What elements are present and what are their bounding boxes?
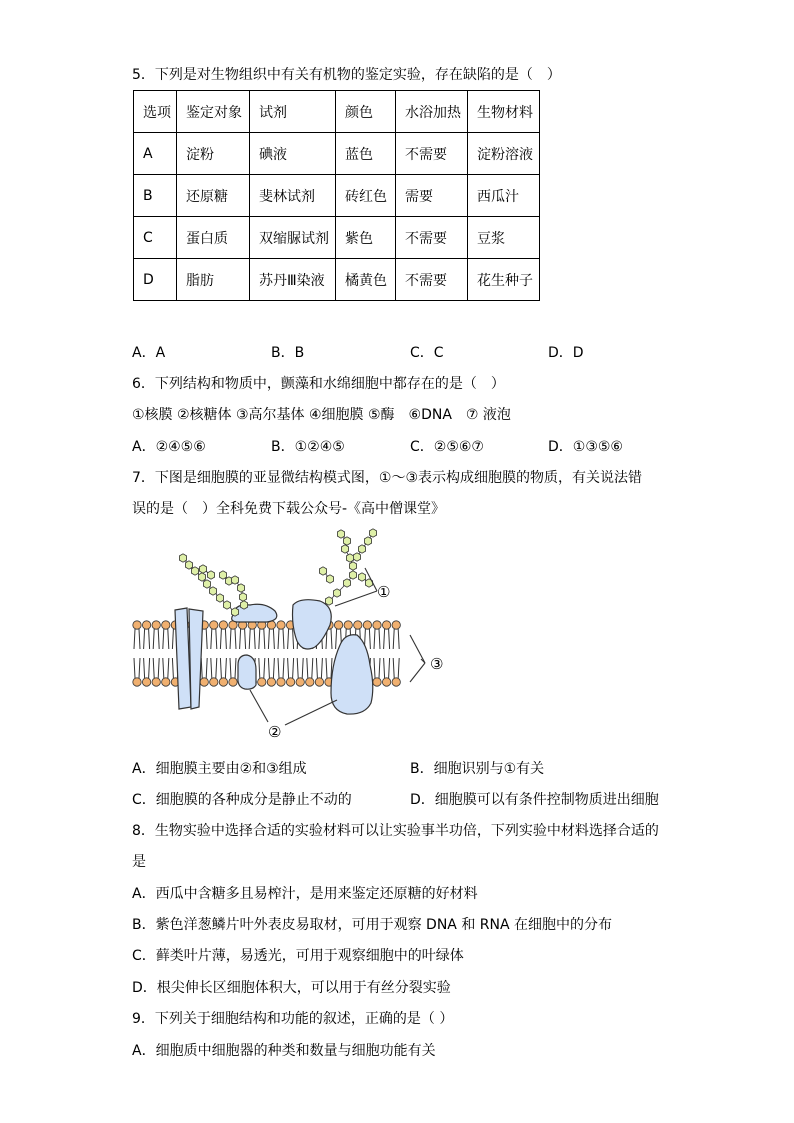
- lipid-head: [382, 621, 390, 629]
- lipid-tail: [278, 629, 279, 649]
- lipid-tail: [245, 629, 246, 649]
- sugar-unit: [326, 575, 333, 583]
- q7-option-d[interactable]: D．细胞膜可以有条件控制物质进出细胞: [410, 792, 659, 808]
- lipid-tail: [288, 658, 289, 678]
- pointer-line: [410, 663, 425, 682]
- lipid-head: [162, 678, 170, 686]
- table-cell: 砖红色: [336, 175, 396, 217]
- lipid-tail: [259, 629, 260, 649]
- sugar-unit: [369, 529, 376, 537]
- lipid-tail: [149, 658, 150, 678]
- lipid-tail: [139, 629, 140, 649]
- lipid-tail: [163, 629, 164, 649]
- sugar-unit: [349, 562, 356, 570]
- lipid-tail: [134, 629, 135, 649]
- sugar-unit: [353, 553, 360, 561]
- sugar-unit: [198, 573, 205, 581]
- q6-option-a[interactable]: A．②④⑤⑥: [132, 439, 206, 455]
- lipid-tail: [369, 629, 370, 649]
- lipid-tail: [297, 658, 298, 678]
- lipid-tail: [172, 658, 173, 678]
- lipid-head: [210, 678, 218, 686]
- lipid-tail: [139, 658, 140, 678]
- lipid-head: [152, 678, 160, 686]
- lipid-tail: [211, 658, 212, 678]
- pointer-line: [410, 635, 425, 663]
- lipid-head: [133, 678, 141, 686]
- pointer-line: [365, 568, 377, 591]
- lipid-tail: [206, 629, 207, 649]
- lipid-head: [200, 678, 208, 686]
- q7-stem-line1: 7．下图是细胞膜的亚显微结构模式图，①～③表示构成细胞膜的物质，有关说法错: [132, 470, 643, 486]
- lipid-tail: [153, 629, 154, 649]
- lipid-tail: [220, 629, 221, 649]
- sugar-unit: [207, 571, 214, 579]
- table-cell: D: [134, 259, 177, 301]
- lipid-tail: [144, 629, 145, 649]
- table-cell: 不需要: [396, 217, 468, 259]
- lipid-tail: [153, 658, 154, 678]
- lipid-tail: [235, 658, 236, 678]
- table-row: [134, 217, 540, 259]
- table-cell: 花生种子: [468, 259, 540, 301]
- q8-option-c[interactable]: C．藓类叶片薄，易透光，可用于观察细胞中的叶绿体: [132, 948, 464, 964]
- lipid-tail: [216, 658, 217, 678]
- lipid-tail: [163, 658, 164, 678]
- lipid-tail: [283, 658, 284, 678]
- q7-option-c[interactable]: C．细胞膜的各种成分是静止不动的: [132, 792, 352, 808]
- q6-option-b[interactable]: B．①②④⑤: [271, 439, 345, 455]
- sugar-unit: [364, 537, 371, 545]
- sugar-unit: [179, 554, 186, 562]
- label-sugar-chain: ①: [377, 583, 391, 601]
- lipid-tail: [379, 658, 380, 678]
- sugar-unit: [219, 571, 226, 579]
- lipid-tail: [235, 629, 236, 649]
- table-cell: 不需要: [396, 133, 468, 175]
- pointer-line: [285, 700, 337, 725]
- q7-stem-line2: 误的是（ ）全科免费下载公众号-《高中僧课堂》: [132, 501, 446, 517]
- lipid-head: [286, 678, 294, 686]
- q8-option-b[interactable]: B．紫色洋葱鳞片叶外表皮易取材，可用于观察 DNA 和 RNA 在细胞中的分布: [132, 917, 613, 933]
- lipid-tail: [374, 658, 375, 678]
- lipid-tail: [293, 629, 294, 649]
- lipid-tail: [216, 629, 217, 649]
- sugar-unit: [343, 579, 350, 587]
- sugar-unit: [239, 593, 246, 601]
- lipid-head: [142, 621, 150, 629]
- q8-stem-line2: 是: [132, 854, 146, 870]
- sugar-unit: [191, 567, 198, 575]
- lipid-head: [277, 678, 285, 686]
- q6-stem: 6．下列结构和物质中，颤藻和水绵细胞中都存在的是（ ）: [132, 376, 505, 392]
- table-cell: 西瓜汁: [468, 175, 540, 217]
- table-cell: 苏丹Ⅲ染液: [250, 259, 336, 301]
- table-cell: 橘黄色: [336, 259, 396, 301]
- lipid-head: [373, 678, 381, 686]
- lipid-tail: [393, 658, 394, 678]
- sugar-unit: [333, 589, 340, 597]
- q5-option-a[interactable]: A．A: [132, 345, 166, 361]
- lipid-head: [392, 678, 400, 686]
- lipid-head: [296, 678, 304, 686]
- lipid-tail: [158, 629, 159, 649]
- lipid-head: [277, 621, 285, 629]
- sugar-unit: [209, 587, 216, 595]
- lipid-tail: [384, 629, 385, 649]
- lipid-tail: [273, 658, 274, 678]
- sugar-unit: [341, 545, 348, 553]
- table-cell: 双缩脲试剂: [250, 217, 336, 259]
- sugar-unit: [358, 545, 365, 553]
- table-header-cell: 鉴定对象: [177, 91, 250, 133]
- lipid-tail: [211, 629, 212, 649]
- table-row: [134, 175, 540, 217]
- lipid-tail: [240, 629, 241, 649]
- lipid-tail: [389, 658, 390, 678]
- lipid-head: [306, 678, 314, 686]
- lipid-tail: [230, 629, 231, 649]
- lipid-tail: [374, 629, 375, 649]
- lipid-tail: [268, 658, 269, 678]
- sugar-unit: [337, 530, 344, 538]
- channel-protein-right: [189, 609, 203, 709]
- lipid-tail: [264, 658, 265, 678]
- lipid-tail: [307, 658, 308, 678]
- label-phospholipid: ③: [430, 655, 444, 673]
- lipid-head: [363, 621, 371, 629]
- lipid-tail: [293, 658, 294, 678]
- label-protein: ②: [268, 723, 282, 741]
- lipid-head: [229, 678, 237, 686]
- lipid-tail: [384, 658, 385, 678]
- sugar-unit: [223, 601, 230, 609]
- sugar-unit: [237, 584, 244, 592]
- lipid-tail: [283, 629, 284, 649]
- lipid-tail: [278, 658, 279, 678]
- lipid-head: [133, 621, 141, 629]
- q9-option-a[interactable]: A．细胞质中细胞器的种类和数量与细胞功能有关: [132, 1043, 436, 1059]
- lipid-tail: [168, 658, 169, 678]
- lipid-tail: [230, 658, 231, 678]
- sugar-unit: [240, 601, 247, 609]
- lipid-tail: [158, 658, 159, 678]
- table-cell: 斐林试剂: [250, 175, 336, 217]
- lipid-head: [219, 621, 227, 629]
- sugar-unit: [216, 594, 223, 602]
- q7-option-b[interactable]: B．细胞识别与①有关: [410, 761, 545, 777]
- sugar-unit: [358, 573, 365, 581]
- sugar-unit: [231, 608, 238, 616]
- sugar-unit: [199, 565, 206, 573]
- table-row: [134, 259, 540, 301]
- sugar-unit: [319, 567, 326, 575]
- table-cell: 淀粉: [177, 133, 250, 175]
- lipid-head: [334, 621, 342, 629]
- sugar-unit: [346, 554, 353, 562]
- lipid-tail: [398, 658, 399, 678]
- q7-option-a[interactable]: A．细胞膜主要由②和③组成: [132, 761, 307, 777]
- lipid-head: [210, 621, 218, 629]
- lipid-tail: [225, 629, 226, 649]
- q8-stem-line1: 8．生物实验中选择合适的实验材料可以让实验事半功倍，下列实验中材料选择合适的: [132, 823, 659, 839]
- lipid-tail: [172, 629, 173, 649]
- lipid-tail: [225, 658, 226, 678]
- lipid-tail: [331, 629, 332, 649]
- lipid-tail: [268, 629, 269, 649]
- table-cell: 蛋白质: [177, 217, 250, 259]
- table-cell: 淀粉溶液: [468, 133, 540, 175]
- lipid-tail: [288, 629, 289, 649]
- q5-option-b[interactable]: B．B: [271, 345, 305, 361]
- q5-option-c[interactable]: C．C: [410, 345, 444, 361]
- proteins: [175, 600, 373, 714]
- table-header-cell: 颜色: [336, 91, 396, 133]
- sugar-unit: [185, 561, 192, 569]
- table-header-row: [134, 91, 540, 133]
- embedded-protein-top: [293, 600, 332, 649]
- lipid-head: [162, 621, 170, 629]
- lipid-tail: [264, 629, 265, 649]
- sugar-chains: [179, 529, 376, 616]
- sugar-unit: [349, 571, 356, 579]
- lipid-tail: [149, 629, 150, 649]
- lipid-head: [219, 678, 227, 686]
- lipid-head: [142, 678, 150, 686]
- embedded-protein-small: [238, 655, 256, 689]
- table-cell: C: [134, 217, 177, 259]
- table-cell: 碘液: [250, 133, 336, 175]
- lipid-tail: [273, 629, 274, 649]
- sugar-unit: [231, 576, 238, 584]
- lipid-tail: [312, 658, 313, 678]
- q6-items: ①核膜 ②核糖体 ③高尔基体 ④细胞膜 ⑤酶 ⑥DNA ⑦ 液泡: [132, 407, 511, 423]
- q8-option-d[interactable]: D．根尖伸长区细胞体积大，可以用于有丝分裂实验: [132, 980, 451, 996]
- table-cell: A: [134, 133, 177, 175]
- lipid-head: [315, 678, 323, 686]
- lipid-head: [373, 621, 381, 629]
- lipid-head: [258, 678, 266, 686]
- q5-table: [133, 90, 540, 301]
- table-cell: 豆浆: [468, 217, 540, 259]
- lipid-head: [354, 621, 362, 629]
- table-cell: 不需要: [396, 259, 468, 301]
- lipid-tail: [134, 658, 135, 678]
- table-header-cell: 水浴加热: [396, 91, 468, 133]
- q9-stem: 9．下列关于细胞结构和功能的叙述，正确的是（ ）: [132, 1011, 454, 1027]
- table-header-cell: 生物材料: [468, 91, 540, 133]
- sugar-unit: [203, 580, 210, 588]
- cell-membrane-diagram: [125, 525, 465, 745]
- lipid-tail: [389, 629, 390, 649]
- sugar-unit: [325, 597, 332, 605]
- lipid-tail: [326, 658, 327, 678]
- lipid-tail: [220, 658, 221, 678]
- table-row: [134, 133, 540, 175]
- lipid-head: [392, 621, 400, 629]
- lipid-head: [382, 678, 390, 686]
- lipid-tail: [302, 658, 303, 678]
- q5-stem: 5．下列是对生物组织中有关有机物的鉴定实验，存在缺陷的是（ ）: [132, 67, 561, 83]
- pointer-line: [335, 591, 377, 606]
- q8-option-a[interactable]: A．西瓜中含糖多且易榨汁，是用来鉴定还原糖的好材料: [132, 886, 478, 902]
- lipid-head: [344, 621, 352, 629]
- table-header-cell: 选项: [134, 91, 177, 133]
- lipid-tail: [393, 629, 394, 649]
- q6-option-d[interactable]: D．①③⑤⑥: [548, 439, 623, 455]
- table-cell: B: [134, 175, 177, 217]
- lipid-tail: [144, 658, 145, 678]
- lipid-tail: [321, 658, 322, 678]
- lipid-tail: [316, 658, 317, 678]
- q6-option-c[interactable]: C．②⑤⑥⑦: [410, 439, 484, 455]
- lipid-tail: [259, 658, 260, 678]
- lipid-tail: [336, 629, 337, 649]
- lipid-tail: [379, 629, 380, 649]
- pointer-line: [250, 690, 268, 722]
- lipid-tail: [254, 629, 255, 649]
- table-cell: 蓝色: [336, 133, 396, 175]
- table-header-cell: 试剂: [250, 91, 336, 133]
- table-cell: 还原糖: [177, 175, 250, 217]
- table-cell: 需要: [396, 175, 468, 217]
- q5-option-d[interactable]: D．D: [548, 345, 584, 361]
- sugar-unit: [343, 537, 350, 545]
- lipid-head: [152, 621, 160, 629]
- lipid-tail: [206, 658, 207, 678]
- table-cell: 紫色: [336, 217, 396, 259]
- table-cell: 脂肪: [177, 259, 250, 301]
- lipid-tail: [168, 629, 169, 649]
- lipid-tail: [249, 629, 250, 649]
- lipid-tail: [398, 629, 399, 649]
- large-transmembrane-protein: [331, 635, 373, 714]
- lipid-head: [267, 678, 275, 686]
